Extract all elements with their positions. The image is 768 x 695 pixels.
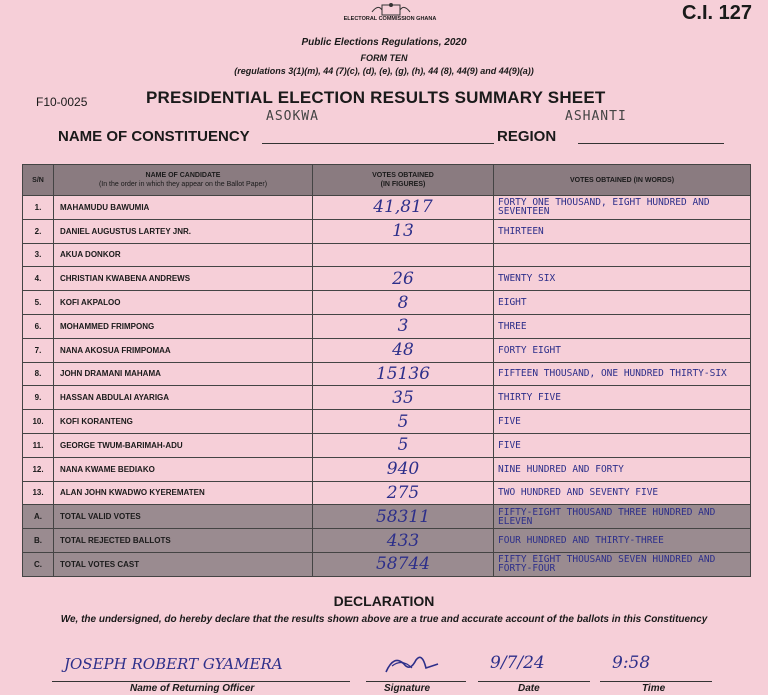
row-words: TWENTY SIX bbox=[494, 267, 751, 291]
form-name: FORM TEN bbox=[360, 53, 408, 63]
row-words: NINE HUNDRED AND FORTY bbox=[494, 457, 751, 481]
date-value: 9/7/24 bbox=[490, 653, 545, 673]
table-row bbox=[23, 267, 751, 291]
coat-of-arms-icon bbox=[368, 2, 414, 16]
row-sn: 7. bbox=[23, 338, 54, 362]
region-label: REGION bbox=[497, 128, 557, 145]
officer-name-line bbox=[52, 681, 350, 682]
row-candidate: JOHN DRAMANI MAHAMA bbox=[54, 362, 313, 386]
row-sn: 4. bbox=[23, 267, 54, 291]
date-label: Date bbox=[518, 683, 540, 694]
row-figures: 35 bbox=[313, 386, 494, 410]
officer-name-label: Name of Returning Officer bbox=[130, 683, 255, 694]
total-sn: B. bbox=[23, 529, 54, 553]
form-code: F10-0025 bbox=[36, 95, 88, 109]
row-words: THIRTEEN bbox=[494, 219, 751, 243]
row-figures: 5 bbox=[313, 433, 494, 457]
table-row bbox=[23, 243, 751, 267]
total-row bbox=[23, 505, 751, 529]
total-row bbox=[23, 552, 751, 576]
table-row bbox=[23, 410, 751, 434]
header-words: VOTES OBTAINED (IN WORDS) bbox=[494, 165, 751, 196]
time-value: 9:58 bbox=[612, 653, 651, 673]
time-line bbox=[600, 681, 712, 682]
constituency-value: ASOKWA bbox=[266, 109, 319, 124]
row-sn: 3. bbox=[23, 243, 54, 267]
row-words: THREE bbox=[494, 314, 751, 338]
row-figures: 3 bbox=[313, 314, 494, 338]
row-candidate: ALAN JOHN KWADWO KYEREMATEN bbox=[54, 481, 313, 505]
signature-label: Signature bbox=[384, 683, 431, 694]
results-table bbox=[22, 164, 751, 577]
total-sn: C. bbox=[23, 552, 54, 576]
header-figures bbox=[313, 165, 494, 196]
row-sn: 12. bbox=[23, 457, 54, 481]
table-row bbox=[23, 219, 751, 243]
row-figures: 41,817 bbox=[313, 196, 494, 220]
declaration-title: DECLARATION bbox=[333, 593, 435, 609]
table-row bbox=[23, 196, 751, 220]
ci-number: C.I. 127 bbox=[681, 2, 752, 24]
total-figures: 433 bbox=[313, 529, 494, 553]
time-label: Time bbox=[642, 683, 666, 694]
total-words: FIFTY EIGHT THOUSAND SEVEN HUNDRED AND FORTY-FOUR bbox=[494, 552, 751, 576]
table-row bbox=[23, 457, 751, 481]
total-words: FIFTY-EIGHT THOUSAND THREE HUNDRED AND ELEVEN bbox=[494, 505, 751, 529]
header-sn: S/N bbox=[23, 165, 54, 196]
signature-line bbox=[366, 681, 466, 682]
row-words: FIFTEEN THOUSAND, ONE HUNDRED THIRTY-SIX bbox=[494, 362, 751, 386]
officer-name-value: JOSEPH ROBERT GYAMERA bbox=[64, 655, 283, 673]
row-sn: 10. bbox=[23, 410, 54, 434]
table-row bbox=[23, 314, 751, 338]
total-words: FOUR HUNDRED AND THIRTY-THREE bbox=[494, 529, 751, 553]
row-words bbox=[494, 243, 751, 267]
row-words: EIGHT bbox=[494, 291, 751, 315]
row-figures bbox=[313, 243, 494, 267]
total-label: TOTAL VOTES CAST bbox=[54, 552, 313, 576]
header-candidate-line2: (In the order in which they appear on the Ballot Paper) bbox=[98, 181, 268, 188]
commission-name: ELECTORAL COMMISSION GHANA bbox=[343, 16, 437, 22]
region-value: ASHANTI bbox=[565, 109, 627, 124]
total-figures: 58311 bbox=[313, 505, 494, 529]
row-candidate: KOFI KORANTENG bbox=[54, 410, 313, 434]
signature-mark-icon bbox=[382, 650, 442, 680]
row-words: TWO HUNDRED AND SEVENTY FIVE bbox=[494, 481, 751, 505]
row-sn: 8. bbox=[23, 362, 54, 386]
constituency-label: NAME OF CONSTITUENCY bbox=[58, 128, 250, 145]
total-label: TOTAL REJECTED BALLOTS bbox=[54, 529, 313, 553]
row-figures: 13 bbox=[313, 219, 494, 243]
row-candidate: NANA KWAME BEDIAKO bbox=[54, 457, 313, 481]
header-figures-line1: VOTES OBTAINED bbox=[372, 172, 434, 179]
regulations-reference: (regulations 3(1)(m), 44 (7)(c), (d), (e), (g), (h), 44 (8), 44(9) and 44(9)(a)) bbox=[234, 66, 534, 76]
row-sn: 2. bbox=[23, 219, 54, 243]
row-candidate: HASSAN ABDULAI AYARIGA bbox=[54, 386, 313, 410]
declaration-text: We, the undersigned, do hereby declare that the results shown above are a true and accurate account of the ballots in this Constituency bbox=[60, 614, 708, 625]
row-candidate: MOHAMMED FRIMPONG bbox=[54, 314, 313, 338]
row-sn: 1. bbox=[23, 196, 54, 220]
row-words: FORTY ONE THOUSAND, EIGHT HUNDRED AND SEVENTEEN bbox=[494, 196, 751, 220]
row-words: THIRTY FIVE bbox=[494, 386, 751, 410]
row-figures: 8 bbox=[313, 291, 494, 315]
row-sn: 6. bbox=[23, 314, 54, 338]
header-candidate bbox=[54, 165, 313, 196]
total-figures: 58744 bbox=[313, 552, 494, 576]
row-candidate: MAHAMUDU BAWUMIA bbox=[54, 196, 313, 220]
total-sn: A. bbox=[23, 505, 54, 529]
table-row bbox=[23, 338, 751, 362]
table-row bbox=[23, 386, 751, 410]
row-candidate: AKUA DONKOR bbox=[54, 243, 313, 267]
row-candidate: NANA AKOSUA FRIMPOMAA bbox=[54, 338, 313, 362]
row-candidate: KOFI AKPALOO bbox=[54, 291, 313, 315]
total-row bbox=[23, 529, 751, 553]
row-candidate: GEORGE TWUM-BARIMAH-ADU bbox=[54, 433, 313, 457]
row-figures: 5 bbox=[313, 410, 494, 434]
table-row bbox=[23, 433, 751, 457]
row-sn: 9. bbox=[23, 386, 54, 410]
table-row bbox=[23, 481, 751, 505]
constituency-line bbox=[262, 143, 494, 144]
row-figures: 940 bbox=[313, 457, 494, 481]
row-figures: 48 bbox=[313, 338, 494, 362]
row-words: FIVE bbox=[494, 410, 751, 434]
row-words: FIVE bbox=[494, 433, 751, 457]
row-candidate: DANIEL AUGUSTUS LARTEY JNR. bbox=[54, 219, 313, 243]
regulations-title: Public Elections Regulations, 2020 bbox=[301, 37, 467, 48]
row-words: FORTY EIGHT bbox=[494, 338, 751, 362]
table-row bbox=[23, 362, 751, 386]
date-line bbox=[478, 681, 590, 682]
header-candidate-line1: NAME OF CANDIDATE bbox=[145, 172, 221, 179]
table-row bbox=[23, 291, 751, 315]
page-title: PRESIDENTIAL ELECTION RESULTS SUMMARY SHEET bbox=[146, 88, 606, 107]
row-figures: 15136 bbox=[313, 362, 494, 386]
region-line bbox=[578, 143, 724, 144]
row-figures: 26 bbox=[313, 267, 494, 291]
table-header-row bbox=[23, 165, 751, 196]
header-figures-line2: (IN FIGURES) bbox=[380, 181, 426, 188]
row-sn: 13. bbox=[23, 481, 54, 505]
row-sn: 11. bbox=[23, 433, 54, 457]
row-candidate: CHRISTIAN KWABENA ANDREWS bbox=[54, 267, 313, 291]
row-sn: 5. bbox=[23, 291, 54, 315]
row-figures: 275 bbox=[313, 481, 494, 505]
total-label: TOTAL VALID VOTES bbox=[54, 505, 313, 529]
